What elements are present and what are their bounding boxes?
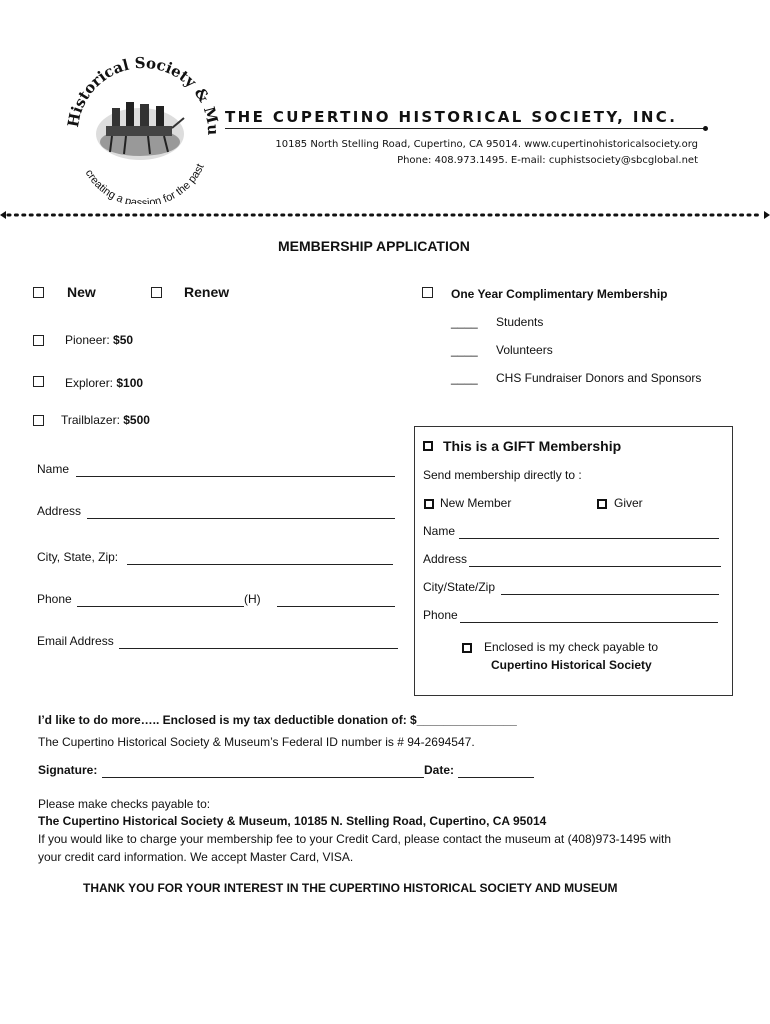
donation-blank[interactable]: _______________ bbox=[416, 713, 517, 727]
volunteers-blank[interactable]: ____ bbox=[451, 343, 478, 357]
signature-field[interactable] bbox=[102, 777, 424, 778]
complimentary-checkbox[interactable] bbox=[422, 287, 433, 298]
gift-name-label: Name bbox=[423, 524, 456, 538]
federal-id: The Cupertino Historical Society & Museum’s Federal ID number is # 94-2694547. bbox=[38, 735, 475, 749]
signature-label: Signature: bbox=[38, 763, 98, 777]
students-blank[interactable]: ____ bbox=[451, 315, 478, 329]
payment-line-4: your credit card information. We accept Master Card, VISA. bbox=[38, 850, 354, 864]
giver-label: Giver bbox=[614, 496, 643, 510]
gift-address-label: Address bbox=[423, 552, 468, 566]
trailblazer-checkbox[interactable] bbox=[33, 415, 44, 426]
enclosed-checkbox[interactable] bbox=[462, 643, 472, 653]
gift-name-field[interactable] bbox=[459, 538, 719, 539]
pioneer-checkbox[interactable] bbox=[33, 335, 44, 346]
payment-line-1: Please make checks payable to: bbox=[38, 797, 211, 811]
header-rule bbox=[225, 128, 706, 129]
pioneer-label: Pioneer: $50 bbox=[65, 333, 134, 347]
society-seal bbox=[60, 42, 220, 204]
phone-h-label: (H) bbox=[244, 592, 261, 606]
new-member-label: New Member bbox=[440, 496, 512, 510]
date-label: Date: bbox=[424, 763, 455, 777]
form-title: MEMBERSHIP APPLICATION bbox=[278, 238, 470, 254]
phone-label: Phone bbox=[37, 592, 72, 606]
gift-title: This is a GIFT Membership bbox=[443, 438, 622, 454]
new-label: New bbox=[67, 284, 96, 300]
email-label: Email Address bbox=[37, 634, 114, 648]
gift-phone-label: Phone bbox=[423, 608, 458, 622]
trailblazer-label: Trailblazer: $500 bbox=[61, 413, 150, 427]
date-field[interactable] bbox=[458, 777, 534, 778]
gift-checkbox[interactable] bbox=[423, 441, 433, 451]
seal-top-text: Historical Society & M bbox=[64, 53, 220, 129]
gift-address-field[interactable] bbox=[469, 566, 721, 567]
payment-line-2: The Cupertino Historical Society & Museum, 10185 N. Stelling Road, Cupertino, CA 95014 bbox=[38, 814, 547, 828]
donors-label: CHS Fundraiser Donors and Sponsors bbox=[496, 371, 702, 385]
renew-checkbox[interactable] bbox=[151, 287, 162, 298]
explorer-label: Explorer: $100 bbox=[65, 376, 144, 390]
email-field[interactable] bbox=[119, 648, 398, 649]
enclosed-line-2: Cupertino Historical Society bbox=[491, 658, 652, 672]
seal-bottom-text: creating a passion for the past bbox=[82, 162, 207, 204]
org-name: THE CUPERTINO HISTORICAL SOCIETY, INC. bbox=[225, 108, 678, 126]
new-member-checkbox[interactable] bbox=[424, 499, 434, 509]
explorer-checkbox[interactable] bbox=[33, 376, 44, 387]
address-field[interactable] bbox=[87, 518, 395, 519]
payment-line-3: If you would like to charge your membership fee to your Credit Card, please contact the museum at (408)973-1495 with bbox=[38, 832, 671, 846]
org-contact: Phone: 408.973.1495. E-mail: cuphistsociety@sbcglobal.net bbox=[397, 155, 698, 166]
enclosed-line-1: Enclosed is my check payable to bbox=[484, 640, 659, 654]
phone-field[interactable] bbox=[77, 606, 244, 607]
students-label: Students bbox=[496, 315, 544, 329]
gift-city-field[interactable] bbox=[501, 594, 719, 595]
new-checkbox[interactable] bbox=[33, 287, 44, 298]
volunteers-label: Volunteers bbox=[496, 343, 553, 357]
donors-blank[interactable]: ____ bbox=[451, 371, 478, 385]
name-field[interactable] bbox=[76, 476, 395, 477]
org-address: 10185 North Stelling Road, Cupertino, CA 95014. www.cupertinohistoricalsociety.org bbox=[275, 139, 698, 150]
gift-city-label: City/State/Zip bbox=[423, 580, 496, 594]
dotted-separator bbox=[0, 207, 770, 217]
riders-illustration bbox=[96, 102, 184, 160]
header-rule-dot bbox=[703, 126, 708, 131]
city-field[interactable] bbox=[127, 564, 393, 565]
donation-text: I’d like to do more….. Enclosed is my tax deductible donation of: $ bbox=[38, 713, 417, 727]
thank-you: THANK YOU FOR YOUR INTEREST IN THE CUPERTINO HISTORICAL SOCIETY AND MUSEUM bbox=[83, 881, 618, 895]
seal-graphic bbox=[60, 42, 220, 204]
name-label: Name bbox=[37, 462, 70, 476]
renew-label: Renew bbox=[184, 284, 230, 300]
address-label: Address bbox=[37, 504, 82, 518]
donation-line bbox=[38, 713, 517, 727]
city-label: City, State, Zip: bbox=[37, 550, 119, 564]
gift-box bbox=[414, 426, 733, 696]
gift-phone-field[interactable] bbox=[460, 622, 718, 623]
phone-2-field[interactable] bbox=[277, 606, 395, 607]
complimentary-title: One Year Complimentary Membership bbox=[451, 287, 668, 301]
giver-checkbox[interactable] bbox=[597, 499, 607, 509]
send-to-label: Send membership directly to : bbox=[423, 468, 582, 482]
